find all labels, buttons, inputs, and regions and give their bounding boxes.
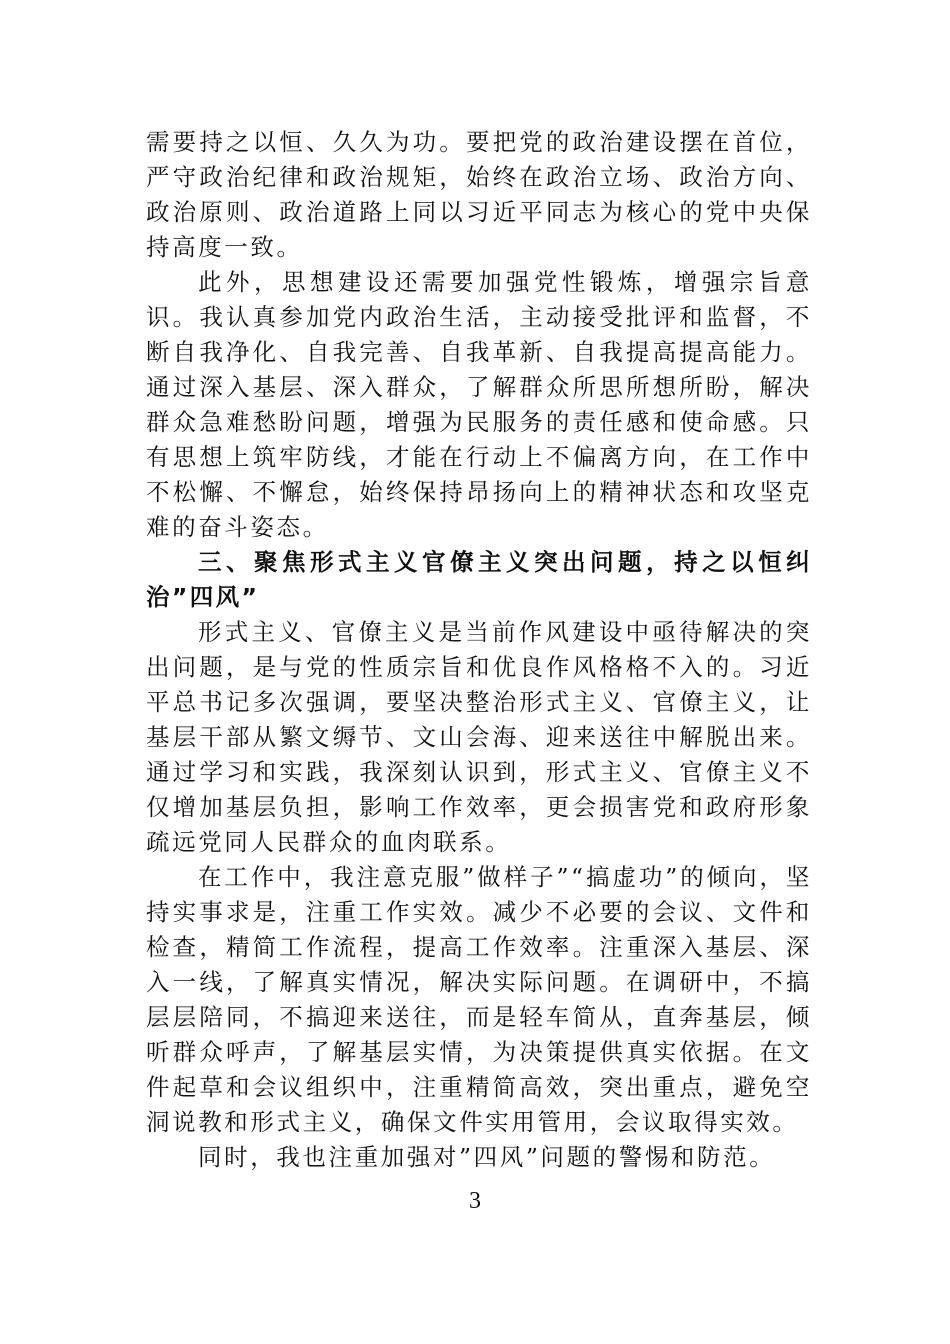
page-number: 3	[469, 1188, 481, 1214]
page-body	[146, 125, 812, 1175]
paragraph-party-spirit: 此外，思想建设还需要加强党性锻炼，增强宗旨意识。我认真参加党内政治生活，主动接受批评和监督，不断自我净化、自我完善、自我革新、自我提高提高能力。通过深入基层、深入群众，了解群众所思所想所盼，解决群众急难愁盼问题，增强为民服务的责任感和使命感。只有思想上筑牢防线，才能在行动上不偏离方向，在工作中不松懈、不懈怠，始终保持昂扬向上的精神状态和攻坚克难的奋斗姿态。	[146, 268, 812, 541]
paragraph-formalism: 形式主义、官僚主义是当前作风建设中亟待解决的突出问题，是与党的性质宗旨和优良作风格格不入的。习近平总书记多次强调，要坚决整治形式主义、官僚主义，让基层干部从繁文缛节、文山会海、迎来送往中解脱出来。通过学习和实践，我深刻认识到，形式主义、官僚主义不仅增加基层负担，影响工作效率，更会损害党和政府形象疏远党同人民群众的血肉联系。	[146, 618, 812, 856]
paragraph-work-practice: 在工作中，我注意克服”做样子”“搞虚功”的倾向，坚持实事求是，注重工作实效。减少不必要的会议、文件和检查，精简工作流程，提高工作效率。注重深入基层、深入一线，了解真实情况，解决实际问题。在调研中，不搞层层陪同，不搞迎来送往，而是轻车简从，直奔基层，倾听群众呼声，了解基层实情，为决策提供真实依据。在文件起草和会议组织中，注重精简高效，突出重点，避免空洞说教和形式主义，确保文件实用管用，会议取得实效。	[146, 863, 812, 1136]
paragraph-four-winds: 同时，我也注重加强对”四风”问题的警惕和防范。	[198, 1143, 776, 1171]
paragraph-continuation: 需要持之以恒、久久为功。要把党的政治建设摆在首位，严守政治纪律和政治规矩，始终在政治立场、政治方向、政治原则、政治道路上同以习近平同志为核心的党中央保持高度一致。	[146, 128, 812, 261]
section-heading-three: 三、聚焦形式主义官僚主义突出问题，持之以恒纠治”四风”	[146, 548, 812, 611]
